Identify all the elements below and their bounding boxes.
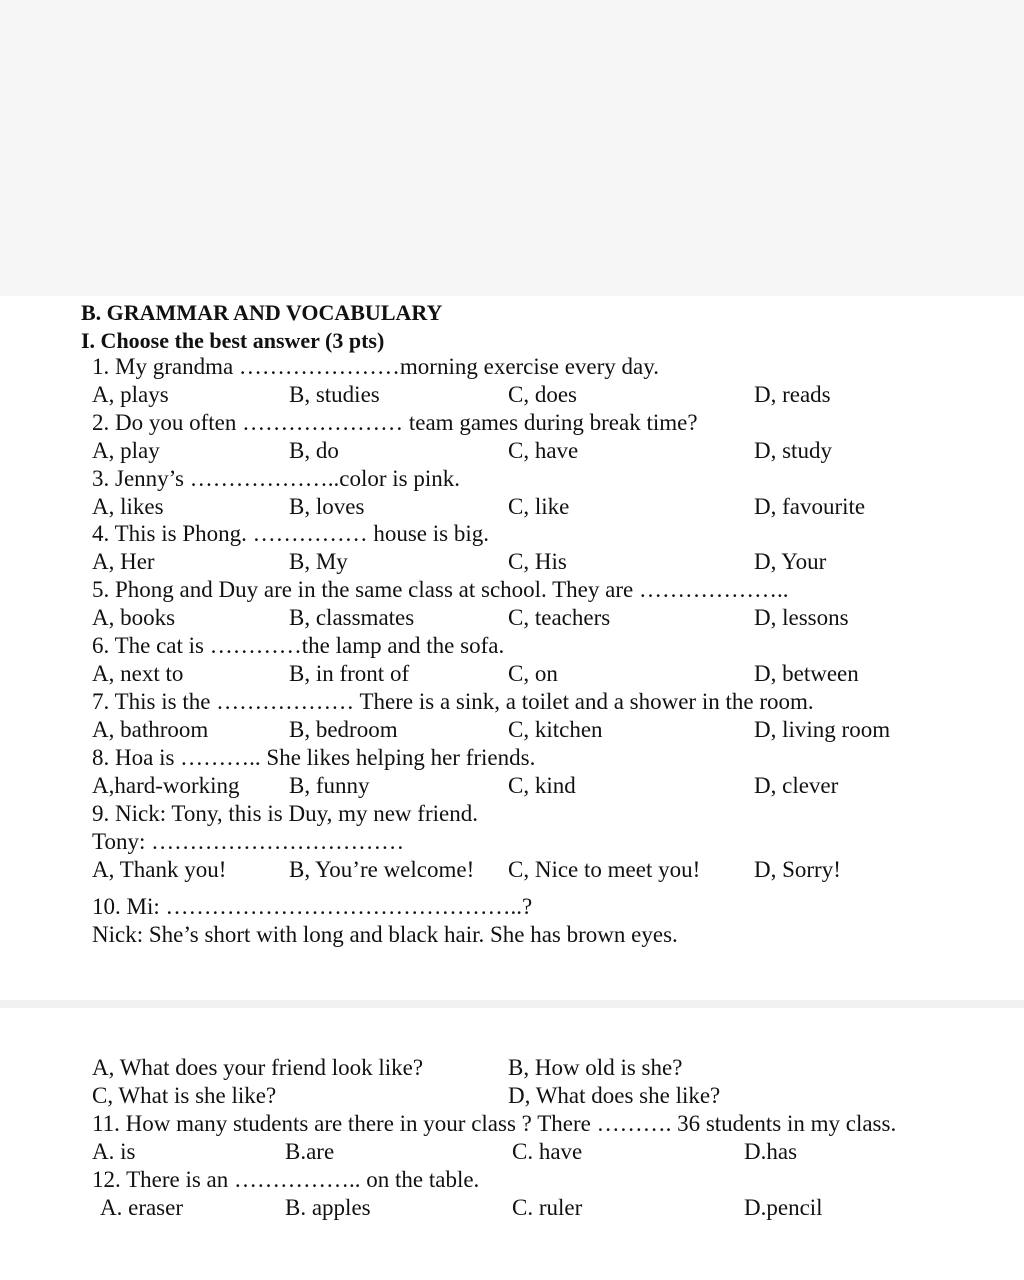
question-6-stem: 6. The cat is …………the lamp and the sofa. xyxy=(92,633,505,658)
question-12-option-a[interactable]: A. eraser xyxy=(100,1195,184,1220)
question-10-option-b[interactable]: B, How old is she? xyxy=(508,1055,683,1080)
question-7-option-c[interactable]: C, kitchen xyxy=(508,717,603,742)
question-5-option-d[interactable]: D, lessons xyxy=(754,605,849,630)
question-1-option-c[interactable]: C, does xyxy=(508,382,577,407)
question-2-option-c[interactable]: C, have xyxy=(508,438,579,463)
question-7-option-b[interactable]: B, bedroom xyxy=(289,717,398,742)
question-2-option-d[interactable]: D, study xyxy=(754,438,832,463)
question-8-option-d[interactable]: D, clever xyxy=(754,773,839,798)
question-2-option-a[interactable]: A, play xyxy=(92,438,160,463)
question-5-option-b[interactable]: B, classmates xyxy=(289,605,415,630)
question-4-option-d[interactable]: D, Your xyxy=(754,549,827,574)
question-7-option-d[interactable]: D, living room xyxy=(754,717,891,742)
question-4-stem: 4. This is Phong. …………… house is big. xyxy=(92,521,489,546)
question-10-option-c[interactable]: C, What is she like? xyxy=(92,1083,277,1108)
question-7-stem: 7. This is the ……………… There is a sink, a toilet and a shower in the room. xyxy=(92,689,814,714)
page-divider xyxy=(0,1000,1024,1008)
question-8-option-c[interactable]: C, kind xyxy=(508,773,576,798)
question-11-option-d[interactable]: D.has xyxy=(744,1139,798,1164)
question-5-option-a[interactable]: A, books xyxy=(92,605,176,630)
question-3-option-b[interactable]: B, loves xyxy=(289,494,365,519)
question-9-option-c[interactable]: C, Nice to meet you! xyxy=(508,857,701,882)
blank-top-area xyxy=(0,0,1024,296)
question-6-option-c[interactable]: C, on xyxy=(508,661,558,686)
part-title: I. Choose the best answer (3 pts) xyxy=(81,328,385,353)
question-4-option-a[interactable]: A, Her xyxy=(92,549,155,574)
question-12-option-b[interactable]: B. apples xyxy=(285,1195,371,1220)
question-3-option-d[interactable]: D, favourite xyxy=(754,494,866,519)
question-6-option-d[interactable]: D, between xyxy=(754,661,859,686)
question-9-option-a[interactable]: A, Thank you! xyxy=(92,857,227,882)
question-8-stem: 8. Hoa is ……….. She likes helping her friends. xyxy=(92,745,536,770)
question-8-option-a[interactable]: A,hard-working xyxy=(92,773,240,798)
question-11-option-c[interactable]: C. have xyxy=(512,1139,583,1164)
question-11-option-a[interactable]: A. is xyxy=(92,1139,136,1164)
question-4-option-c[interactable]: C, His xyxy=(508,549,567,574)
question-6-option-b[interactable]: B, in front of xyxy=(289,661,410,686)
question-10-option-a[interactable]: A, What does your friend look like? xyxy=(92,1055,424,1080)
question-10-context: Nick: She’s short with long and black hair. She has brown eyes. xyxy=(92,922,678,947)
question-1-option-d[interactable]: D, reads xyxy=(754,382,831,407)
question-7-option-a[interactable]: A, bathroom xyxy=(92,717,209,742)
question-1-option-b[interactable]: B, studies xyxy=(289,382,380,407)
question-12-option-c[interactable]: C. ruler xyxy=(512,1195,583,1220)
question-10-option-d[interactable]: D, What does she like? xyxy=(508,1083,721,1108)
question-3-option-c[interactable]: C, like xyxy=(508,494,570,519)
question-9-stem: 9. Nick: Tony, this is Duy, my new friend. xyxy=(92,801,478,826)
question-10-stem: 10. Mi: ………………………………………..? xyxy=(92,894,533,919)
question-5-stem: 5. Phong and Duy are in the same class at school. They are ……………….. xyxy=(92,577,789,602)
question-3-option-a[interactable]: A, likes xyxy=(92,494,164,519)
question-9-answer-line: Tony: …………………………… xyxy=(92,829,405,854)
question-2-option-b[interactable]: B, do xyxy=(289,438,339,463)
section-title: B. GRAMMAR AND VOCABULARY xyxy=(81,300,443,325)
question-12-stem: 12. There is an …………….. on the table. xyxy=(92,1167,480,1192)
question-12-option-d[interactable]: D.pencil xyxy=(744,1195,823,1220)
question-1-stem: 1. My grandma …………………morning exercise every day. xyxy=(92,354,659,379)
question-11-option-b[interactable]: B.are xyxy=(285,1139,335,1164)
question-1-option-a[interactable]: A, plays xyxy=(92,382,169,407)
question-8-option-b[interactable]: B, funny xyxy=(289,773,370,798)
question-5-option-c[interactable]: C, teachers xyxy=(508,605,611,630)
question-4-option-b[interactable]: B, My xyxy=(289,549,348,574)
question-6-option-a[interactable]: A, next to xyxy=(92,661,184,686)
question-9-option-b[interactable]: B, You’re welcome! xyxy=(289,857,475,882)
question-3-stem: 3. Jenny’s ………………..color is pink. xyxy=(92,466,460,491)
question-2-stem: 2. Do you often ………………… team games during break time? xyxy=(92,410,698,435)
question-9-option-d[interactable]: D, Sorry! xyxy=(754,857,841,882)
question-11-stem: 11. How many students are there in your class ? There ………. 36 students in my class. xyxy=(92,1111,897,1136)
